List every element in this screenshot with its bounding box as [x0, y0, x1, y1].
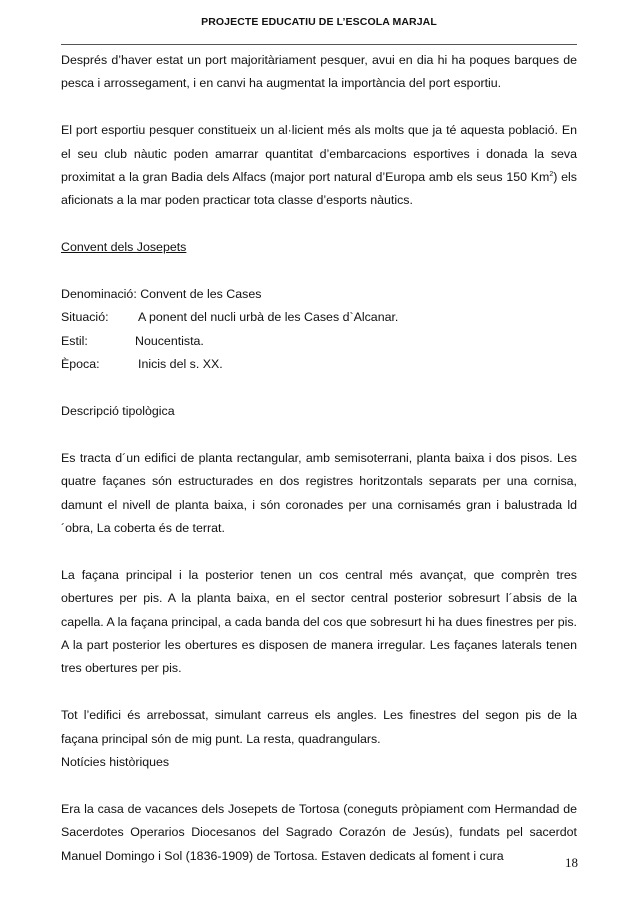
paragraph-port-esportiu-text-b: ) els aficionats a la mar poden practicar tota classe d’esports nàutics. — [61, 170, 577, 208]
denominacio-line: Denominació: Convent de les Cases — [61, 287, 262, 302]
estil-row — [61, 330, 577, 353]
paragraph-casa-vacances: Era la casa de vacances dels Josepets de Tortosa (coneguts pròpiament com Hermandad de Sacerdotes Operarios Diocesanos del Sagrado Corazón de Jesús), fundats pel sacerdot Manuel Domingo i Sol (1836-1909) de Tortosa. Estaven dedicats al foment i cura — [61, 801, 577, 863]
estil-value: Noucentista. — [135, 333, 204, 348]
document-body — [61, 49, 577, 868]
header-rule — [61, 44, 577, 45]
epoca-row — [61, 353, 577, 376]
paragraph-port-esportiu — [61, 119, 577, 213]
epoca-value: Inicis del s. XX. — [138, 357, 223, 372]
heading-noticies: Notícies històriques — [61, 755, 170, 770]
paragraph-port: Després d’haver estat un port majoritàriament pesquer, avui en dia hi ha poques barques de pesca i arrossegament, i en canvi ha augmentat la importància del port esportiu. — [61, 53, 577, 91]
superscript-two: 2 — [549, 171, 554, 179]
heading-convent: Convent dels Josepets — [61, 240, 187, 255]
estil-label: Estil: — [61, 333, 88, 348]
paragraph-facana: La façana principal i la posterior tenen un cos central més avançat, que comprèn tres obertures per pis. A la planta baixa, en el sector central posterior sobresurt l´absis de la capella. A la façana principal, a cada banda del cos que sobresurt hi ha dues finestres per pis. A la part posterior les obertures es disposen de manera irregular. Les façanes laterals tenen tres obertures per pis. — [61, 567, 577, 676]
epoca-label: Època: — [61, 357, 100, 372]
paragraph-arrebossat: Tot l’edifici és arrebossat, simulant carreus els angles. Les finestres del segon pis de la façana principal són de mig punt. La resta, quadrangulars. — [61, 708, 577, 746]
page-header: PROJECTE EDUCATIU DE L’ESCOLA MARJAL — [201, 16, 437, 28]
situacio-row — [61, 306, 577, 329]
page-number: 18 — [565, 855, 578, 870]
situacio-value: A ponent del nucli urbà de les Cases d`Alcanar. — [138, 310, 399, 325]
situacio-label: Situació: — [61, 310, 109, 325]
paragraph-port-esportiu-text-a: El port esportiu pesquer constitueix un al·licient més als molts que ja té aquesta població. En el seu club nàutic poden amarrar quantitat d’embarcacions esportives i donada la seva proximitat a la gran Badia dels Alfacs (major port natural d’Europa amb els seus 150 Km — [61, 123, 577, 185]
paragraph-edifici: Es tracta d´un edifici de planta rectangular, amb semisoterrani, planta baixa i dos pisos. Les quatre façanes són estructurades en dos registres horitzontals separats per una cornisa, damunt el nivell de planta baixa, i són coronades per una cornisamés gran i balustrada ld´obra, La coberta és de terrat. — [61, 450, 577, 536]
heading-descripcio: Descripció tipològica — [61, 404, 175, 419]
